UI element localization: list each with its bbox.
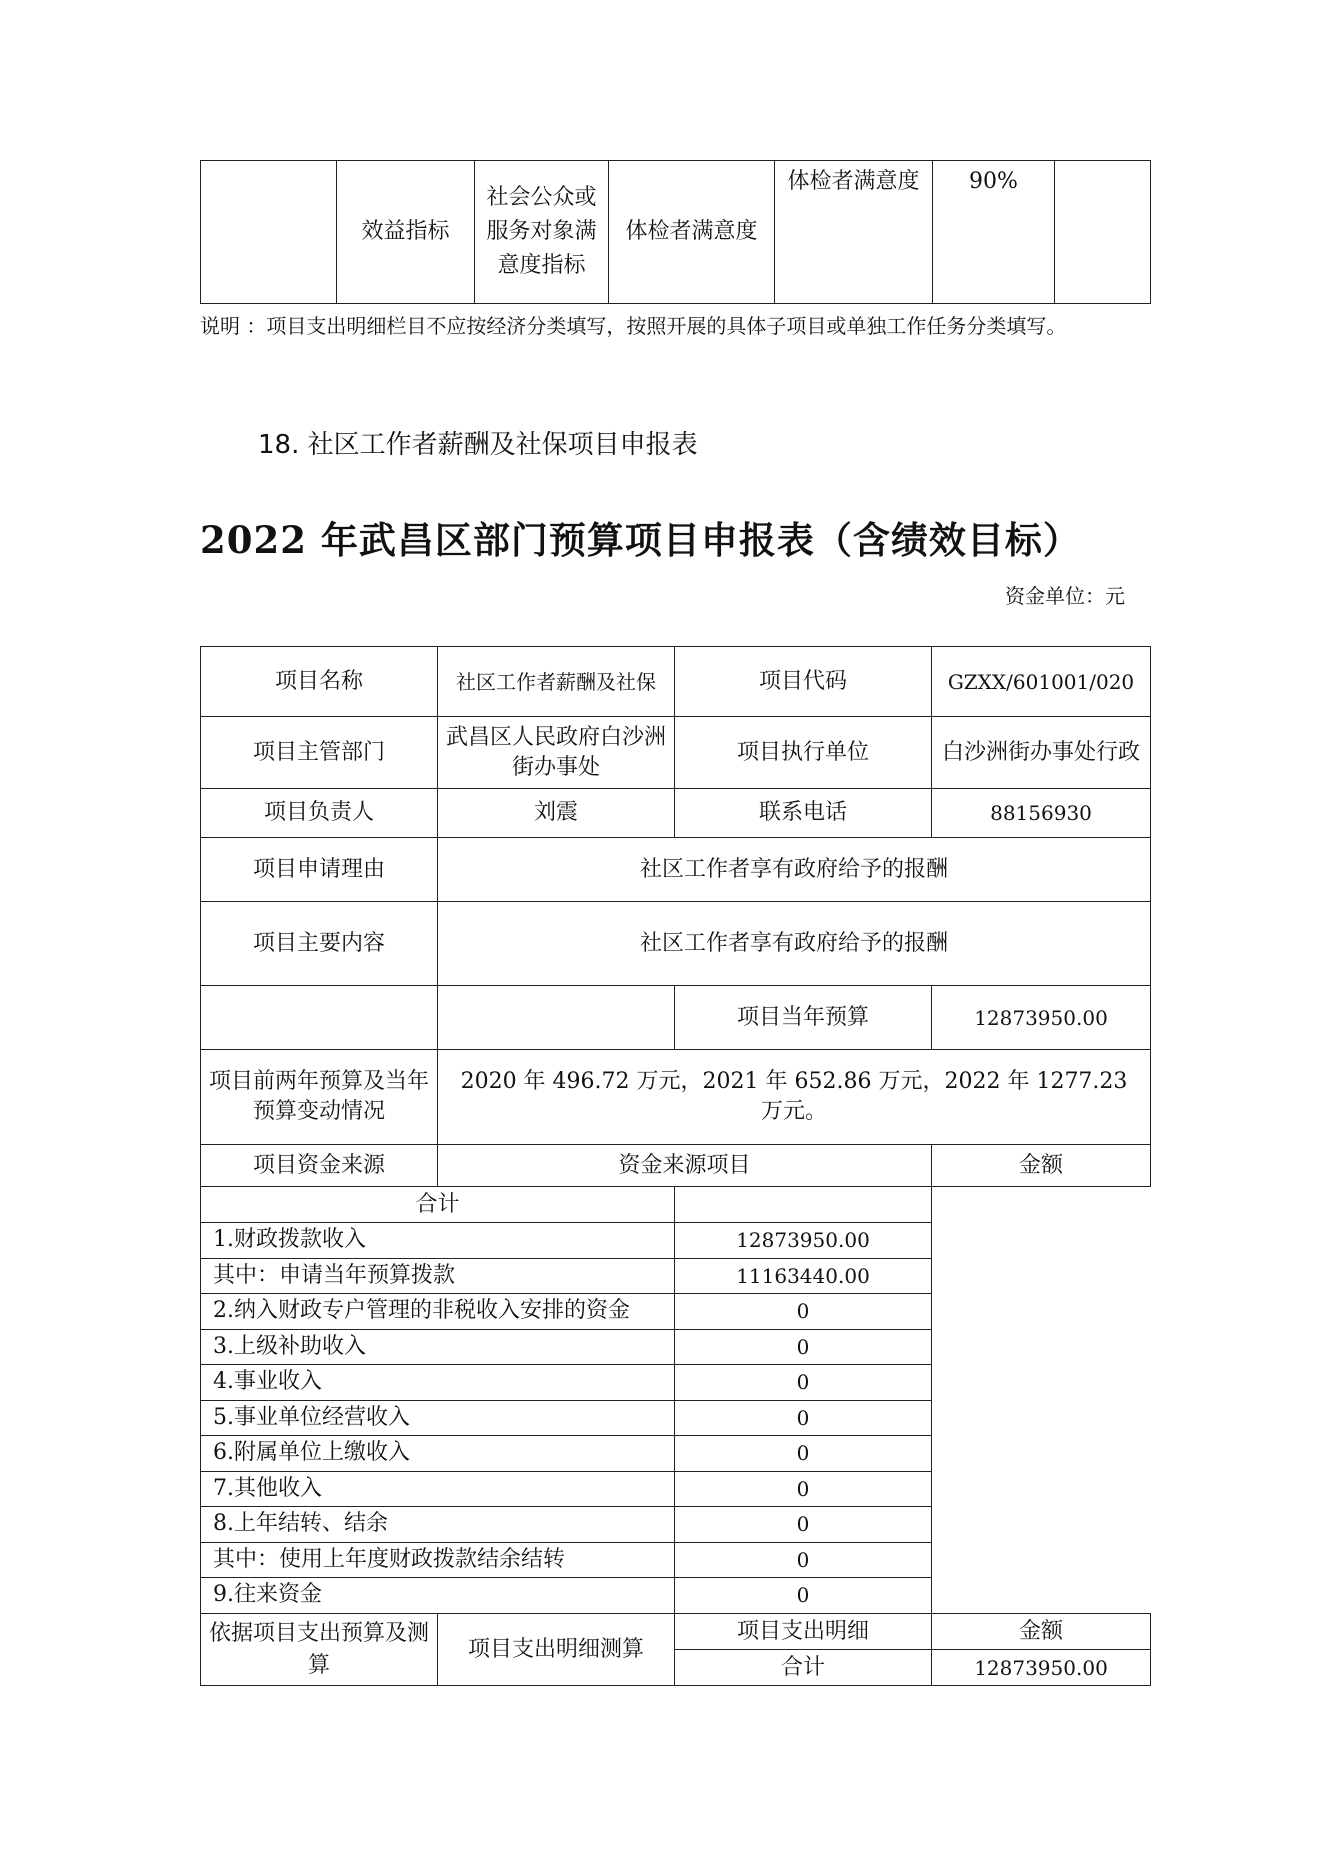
content-label: 项目主要内容 [201,902,438,986]
table-row [201,1223,1151,1259]
table-row [201,1365,1151,1401]
table-row [201,1400,1151,1436]
expense-amount-label: 金额 [932,1614,1151,1650]
exec-unit-label: 项目执行单位 [675,717,932,789]
table-row [201,1258,1151,1294]
funding-amount: 0 [675,1578,932,1614]
empty-cell [1055,161,1151,304]
funding-item: 3.上级补助收入 [201,1329,675,1365]
phone-value: 88156930 [932,789,1151,838]
expense-table [200,1613,1151,1686]
dept-value: 武昌区人民政府白沙洲街办事处 [438,717,675,789]
expense-calc-label: 项目支出明细测算 [438,1614,675,1686]
reason-label: 项目申请理由 [201,838,438,902]
budget-application-table [200,646,1151,1614]
funding-amount: 0 [675,1471,932,1507]
funding-item: 8.上年结转、结余 [201,1507,675,1543]
funding-item: 7.其他收入 [201,1471,675,1507]
funding-amount: 0 [675,1436,932,1472]
project-code-label: 项目代码 [675,647,932,717]
project-name-value: 社区工作者薪酬及社保 [438,647,675,717]
funding-amount: 12873950.00 [675,1223,932,1259]
indicator-cell: 效益指标 [337,161,475,304]
funding-item: 其中：申请当年预算拨款 [201,1258,675,1294]
table-row [201,1294,1151,1330]
funding-item: 6.附属单位上缴收入 [201,1436,675,1472]
metric-value-cell: 90% [933,161,1055,304]
funding-item: 9.往来资金 [201,1578,675,1614]
table-row [201,1436,1151,1472]
funding-amount: 0 [675,1294,932,1330]
project-name-label: 项目名称 [201,647,438,717]
funding-amount: 0 [675,1542,932,1578]
phone-label: 联系电话 [675,789,932,838]
funding-header-amount: 金额 [932,1145,1151,1187]
sub-indicator-cell: 社会公众或服务对象满意度指标 [475,161,609,304]
table-row [201,1578,1151,1614]
budget-value: 12873950.00 [932,986,1151,1050]
history-value: 2020 年 496.72 万元，2021 年 652.86 万元，2022 年 1277.23 万元。 [438,1050,1151,1145]
funding-amount: 0 [675,1400,932,1436]
table-row [201,1187,1151,1223]
dept-label: 项目主管部门 [201,717,438,789]
page-title: 2022 年武昌区部门预算项目申报表（含绩效目标） [200,518,1081,562]
funding-header-item: 资金来源项目 [438,1145,932,1187]
funding-amount: 11163440.00 [675,1258,932,1294]
funding-amount [675,1187,932,1223]
metric-content-cell: 体检者满意度 [775,161,933,304]
reason-value: 社区工作者享有政府给予的报酬 [438,838,1151,902]
currency-unit: 资金单位：元 [1005,584,1125,608]
funding-amount: 0 [675,1329,932,1365]
table-row [201,1471,1151,1507]
owner-label: 项目负责人 [201,789,438,838]
funding-label: 项目资金来源 [201,1145,438,1187]
owner-value: 刘震 [438,789,675,838]
empty-cell [201,161,337,304]
table-note: 说明 ：项目支出明细栏目不应按经济分类填写，按照开展的具体子项目或单独工作任务分类填写。 [200,314,1067,338]
performance-indicator-table [200,160,1151,304]
expense-total-label: 合计 [675,1650,932,1686]
empty-cell [201,986,438,1050]
table-row [201,1329,1151,1365]
empty-cell [438,986,675,1050]
funding-item: 其中：使用上年度财政拨款结余结转 [201,1542,675,1578]
expense-label: 依据项目支出预算及测算 [201,1614,438,1686]
history-label: 项目前两年预算及当年预算变动情况 [201,1050,438,1145]
funding-item: 1.财政拨款收入 [201,1223,675,1259]
funding-item: 2.纳入财政专户管理的非税收入安排的资金 [201,1294,675,1330]
project-code-value: GZXX/601001/020 [932,647,1151,717]
expense-detail-label: 项目支出明细 [675,1614,932,1650]
funding-amount: 0 [675,1507,932,1543]
table-row [201,1507,1151,1543]
expense-total-value: 12873950.00 [932,1650,1151,1686]
funding-item: 合计 [201,1187,675,1223]
funding-item: 5.事业单位经营收入 [201,1400,675,1436]
funding-amount: 0 [675,1365,932,1401]
exec-unit-value: 白沙洲街办事处行政 [932,717,1151,789]
budget-label: 项目当年预算 [675,986,932,1050]
section-title: 18. 社区工作者薪酬及社保项目申报表 [258,430,698,460]
funding-item: 4.事业收入 [201,1365,675,1401]
content-value: 社区工作者享有政府给予的报酬 [438,902,1151,986]
metric-cell: 体检者满意度 [609,161,775,304]
table-row [201,1542,1151,1578]
